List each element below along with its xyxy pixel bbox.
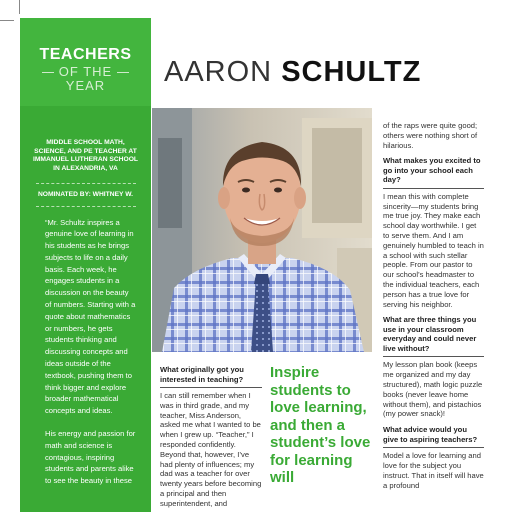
interview-column-right [383, 121, 484, 490]
question-heading: What originally got you interested in teaching? [160, 365, 262, 388]
answer-text: of the raps were quite good; others were nothing short of hilarious. [383, 121, 478, 150]
subtitle-rule-left [42, 72, 54, 73]
sidebar-divider [36, 183, 136, 184]
first-name: AARON [164, 56, 273, 88]
interview-column-middle [160, 365, 262, 509]
sidebar-header [20, 18, 151, 106]
last-name: SCHULTZ [281, 56, 422, 88]
teacher-name [164, 56, 421, 88]
section-title: TEACHERS [39, 46, 132, 63]
question-heading: What makes you excited to go into your school each day? [383, 156, 484, 189]
subtitle-rule-right [117, 72, 129, 73]
nomination-quote: “Mr. Schultz inspires a genuine love of learning in his students as he brings subjects to life on a daily basis. Each week, he engages students in a discussion on the beauty of numbers. Starting with a quote about mathematics or numbers, he gets students thinking and discussing concepts and ideas outside of the textbook, pushing them to think bigger and explore broader mathematical concepts and ideas. [45, 217, 136, 416]
nominated-by: NOMINATED BY: WHITNEY W. [37, 191, 134, 198]
section-subtitle-year: YEAR [65, 78, 106, 93]
sidebar [20, 18, 151, 512]
crop-mark-horizontal [0, 20, 14, 21]
answer-text: I mean this with complete sincerity—my students bring me true joy. They make each school day worthwhile. I get to serve them. And I am genuinely humbled to teach in a school with such stellar people. From our pastor to our school’s headmaster to the individual teachers, each person has a true love for serving his neighbor. [383, 191, 484, 309]
section-subtitle-of: OF THE [58, 64, 113, 79]
answer-text: I can still remember when I was in third grade, and my teacher, Miss Anderson, asked me what I wanted to be when I grew up. “Teacher,” I responded confidently. Beyond that, however, I’ve had plenty of influences; my dad was a teacher for over twenty years before becoming a principal and then superintendent, and [160, 391, 262, 508]
sidebar-divider [36, 206, 136, 207]
pull-quote: Inspire students to love learning, and then a student’s love for learning will [270, 364, 371, 486]
question-heading: What advice would you give to aspiring teachers? [383, 425, 484, 448]
question-heading: What are three things you use in your classroom everyday and could never live without? [383, 315, 484, 357]
teacher-photo [152, 108, 372, 352]
nomination-paragraph: His energy and passion for math and science is contagious, inspiring students and parents alike to see the beauty in these [45, 429, 136, 486]
teacher-role: MIDDLE SCHOOL MATH, SCIENCE, AND PE TEACHER AT IMMANUEL LUTHERAN SCHOOL IN ALEXANDRIA, VA [32, 139, 138, 172]
section-subtitle-row [20, 65, 151, 79]
crop-mark-vertical [19, 0, 20, 14]
answer-text: My lesson plan book (keeps me organized and my day structured), math logic puzzle books (never leave home without them), and pistachios (my power snack)! [383, 360, 483, 419]
answer-text: Model a love for learning and love for the subject you instruct. That in itself will have a profound [383, 451, 484, 490]
